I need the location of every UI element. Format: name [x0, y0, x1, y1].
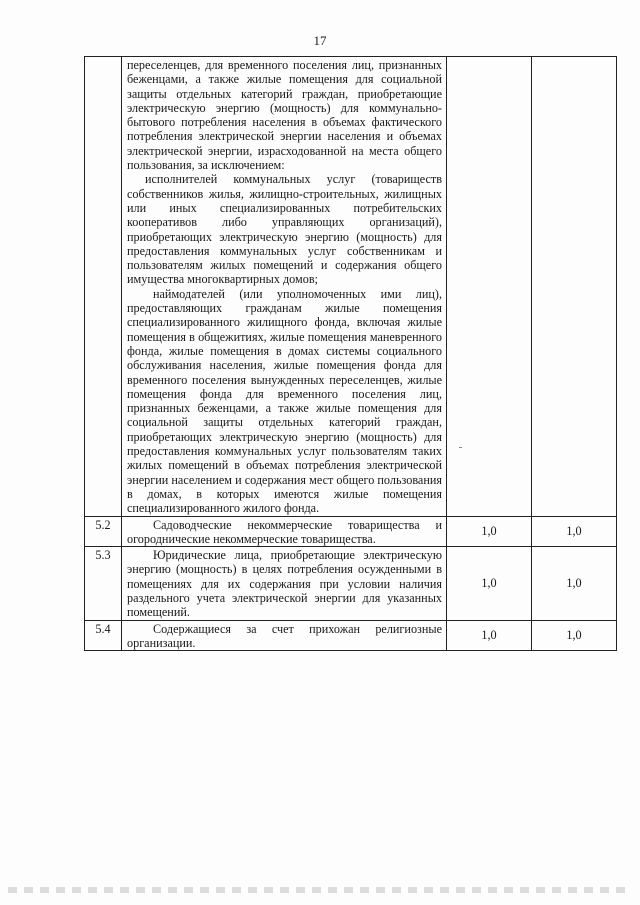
coefficient-value-2: 1,0	[532, 620, 617, 651]
row-number: 5.3	[85, 547, 122, 620]
page-number: 17	[313, 33, 327, 48]
row-number: 5.2	[85, 516, 122, 547]
description-paragraph: Юридические лица, приобретающие электрическую энергию (мощность) в целях потребления осужденными в помещениях для их содержания при условии наличия раздельного учета электрической энергии для указанных помещений.	[127, 548, 442, 620]
description-paragraph: Содержащиеся за счет прихожан религиозные организации.	[127, 621, 442, 650]
scan-speck	[459, 447, 462, 448]
description-paragraph: исполнителей коммунальных услуг (товариществ собственников жилья, жилищно-строительных, жилищных или иных специализированных потребительских кооперативов либо управляющих организаций), приобретающих электрическую энергию (мощность) для предоставления коммунальных услуг собственникам и пользователям жилых помещений и содержания общего имущества многоквартирных домов;	[127, 172, 442, 287]
description-paragraph: переселенцев, для временного поселения лиц, признанных беженцами, а также жилые помещения для социальной защиты отдельных категорий граждан, приобретающие электрическую энергию (мощность) для коммунально-бытового потребления населения в объемах фактического потребления электрической энергии населения и объемах электрической энергии, израсходованной на места общего пользования, за исключением:	[127, 58, 442, 173]
coefficient-value-2: 1,0	[532, 547, 617, 620]
row-description	[122, 57, 447, 517]
scan-artifact-line	[8, 887, 628, 893]
coefficient-value-1: 1,0	[447, 516, 532, 547]
table-row	[85, 547, 617, 620]
table-body	[85, 57, 617, 651]
row-number	[85, 57, 122, 517]
row-description	[122, 620, 447, 651]
coefficient-value-2: 1,0	[532, 516, 617, 547]
coefficient-value-2	[532, 57, 617, 517]
tariff-table	[84, 56, 617, 651]
row-number: 5.4	[85, 620, 122, 651]
table-row	[85, 57, 617, 517]
description-paragraph: Садоводческие некоммерческие товарищества и огороднические некоммерческие товарищества.	[127, 517, 442, 546]
table-row	[85, 516, 617, 547]
table-row	[85, 620, 617, 651]
coefficient-value-1: 1,0	[447, 620, 532, 651]
row-description	[122, 547, 447, 620]
row-description	[122, 516, 447, 547]
description-paragraph: наймодателей (или уполномоченных ими лиц), предоставляющих гражданам жилые помещения специализированного жилищного фонда, включая жилые помещения в общежитиях, жилые помещения маневренного фонда, жилые помещения в домах системы социального обслуживания населения, жилые помещения фонда для временного поселения вынужденных переселенцев, жилые помещения фонда для временного поселения лиц, признанных беженцами, а также жилые помещения для социальной защиты отдельных категорий граждан, приобретающих электрическую энергию (мощность) для предоставления коммунальных услуг пользователям таких жилых помещений в объемах потребления электрической энергии населением и содержания мест общего пользования в домах, в которых имеются жилые помещения специализированного жилого фонда.	[127, 286, 442, 516]
coefficient-value-1: 1,0	[447, 547, 532, 620]
